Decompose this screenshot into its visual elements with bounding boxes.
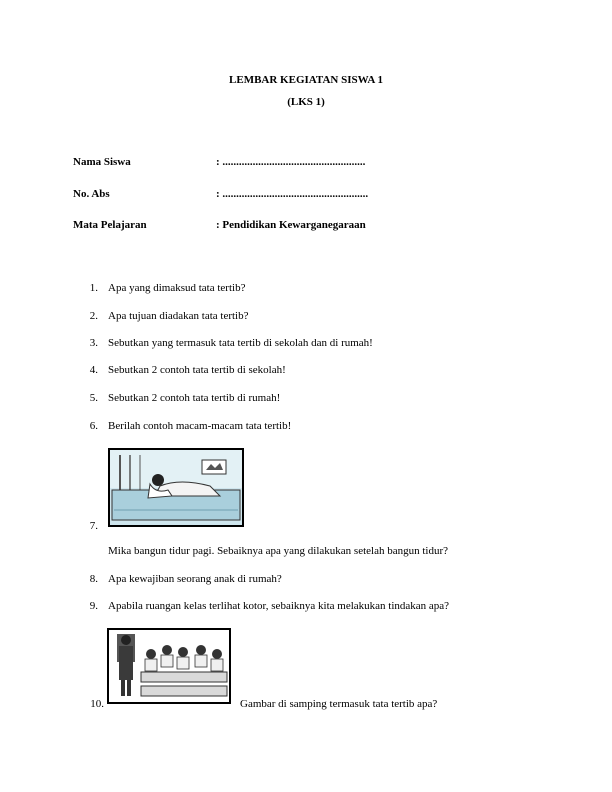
- question-number: 6.: [89, 420, 98, 432]
- question-number: 2.: [89, 310, 98, 322]
- question-text: Apabila ruangan kelas terlihat kotor, sebaiknya kita melakukan tindakan apa?: [108, 600, 450, 612]
- question-number: 8.: [89, 573, 98, 585]
- question-number: 9.: [89, 600, 98, 612]
- question-number: 4.: [89, 364, 98, 376]
- question-text: Berilah contoh macam-macam tata tertib!: [108, 420, 292, 432]
- abs-number-field: : .....................................................: [216, 188, 369, 200]
- name-label: Nama Siswa: [73, 156, 131, 168]
- question-text: Gambar di samping termasuk tata tertib apa?: [240, 698, 438, 710]
- question-text: Sebutkan 2 contoh tata tertib di sekolah!: [108, 364, 286, 376]
- question-number: 1.: [89, 282, 98, 294]
- name-field: : ....................................................: [216, 156, 366, 168]
- question-number: 5.: [89, 392, 98, 404]
- question-number: 3.: [89, 337, 98, 349]
- sleeping-child-illustration: [108, 448, 244, 527]
- question-number: 7.: [89, 520, 98, 532]
- abs-number-label: No. Abs: [73, 188, 110, 200]
- classroom-illustration: [107, 628, 231, 704]
- worksheet-subtitle: (LKS 1): [287, 96, 325, 108]
- question-text: Sebutkan 2 contoh tata tertib di rumah!: [108, 392, 281, 404]
- question-text: Apa kewajiban seorang anak di rumah?: [108, 573, 282, 585]
- worksheet-title: LEMBAR KEGIATAN SISWA 1: [229, 74, 383, 86]
- subject-label: Mata Pelajaran: [73, 219, 147, 231]
- question-number: 10.: [90, 698, 104, 710]
- question-text: Apa yang dimaksud tata tertib?: [108, 282, 246, 294]
- subject-value: : Pendidikan Kewarganegaraan: [216, 219, 366, 231]
- question-text: Mika bangun tidur pagi. Sebaiknya apa yang dilakukan setelah bangun tidur?: [108, 545, 448, 557]
- bedroom-icon: [110, 450, 242, 525]
- question-text: Apa tujuan diadakan tata tertib?: [108, 310, 249, 322]
- question-text: Sebutkan yang termasuk tata tertib di sekolah dan di rumah!: [108, 337, 373, 349]
- classroom-icon: [109, 630, 229, 702]
